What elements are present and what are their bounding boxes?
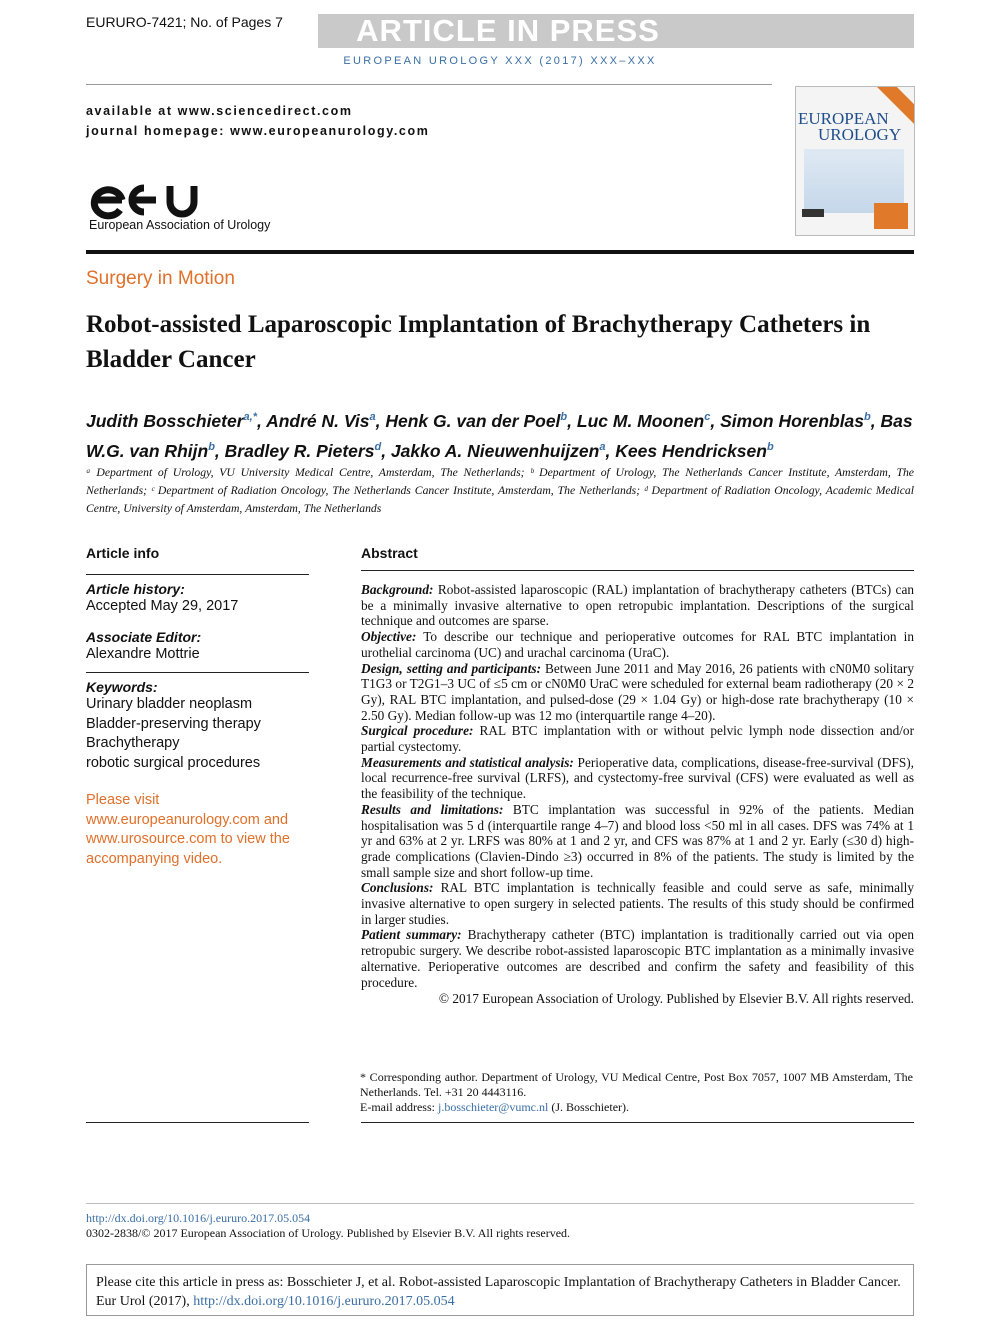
abstract-copyright: © 2017 European Association of Urology. Published by Elsevier B.V. All rights reserved. bbox=[438, 991, 914, 1007]
editor-value: Alexandre Mottrie bbox=[86, 645, 200, 662]
keyword: Bladder-preserving therapy bbox=[86, 715, 261, 732]
abstract-label: Conclusions: bbox=[361, 880, 434, 896]
header-divider bbox=[86, 84, 772, 85]
abstract-text: Between June 2011 and May 2016, 26 patients with cN0M0 solitary T1G3 or T2G1–3 UC of ≤5 cm or cN0M0 UraC were scheduled for external beam radiotherapy (20 × 2 Gy), RAL BTC implantation, and pulsed-dose (29 × 1.04 Gy) or high-dose rate brachytherapy (10 × 2.50 Gy). Median follow-up was 12 mo (interquartile range 4–20). bbox=[361, 660, 914, 723]
author-affiliation-marker[interactable]: b bbox=[208, 440, 215, 453]
author-name: Kees Hendricksen bbox=[615, 440, 767, 461]
abstract-label: Patient summary: bbox=[361, 927, 462, 943]
cover-title-urology: UROLOGY bbox=[818, 125, 902, 144]
keyword: Urinary bladder neoplasm bbox=[86, 696, 253, 712]
author-name: Henk G. van der Poel bbox=[385, 410, 561, 431]
abstract-section-conclusions bbox=[361, 880, 914, 927]
abstract-section-objective bbox=[361, 629, 914, 660]
divider bbox=[361, 1122, 914, 1123]
author-affiliation-marker[interactable]: c bbox=[704, 411, 711, 423]
abstract-divider bbox=[361, 570, 914, 571]
author-name: Luc M. Moonen bbox=[576, 410, 705, 431]
abstract-text: Brachytherapy catheter (BTC) implantation is traditionally carried out via open retropubic surgery. We describe robot-assisted laparoscopic BTC implantation as a minimally invasive alternative. Perioperative outcomes are described and confirm the safety and feasibility of this procedure. bbox=[361, 927, 914, 990]
author-name: Bradley R. Pieters bbox=[224, 440, 375, 461]
author-separator: , bbox=[710, 410, 721, 431]
video-link[interactable]: Please visit www.europeanurology.com and www.urosource.com to view the accompanying video. bbox=[86, 792, 290, 867]
abstract-section-background bbox=[361, 582, 914, 629]
editor-label: Associate Editor: bbox=[86, 628, 202, 645]
abstract-text: Perioperative data, complications, disease-free-survival (DFS), local recurrence-free survival (LRFS), and cystectomy-free survival (CFS) were evaluated as well as the feasibility of the technique. bbox=[361, 754, 914, 802]
abstract-heading: Abstract bbox=[361, 545, 418, 561]
author-separator: , bbox=[605, 440, 616, 461]
journal-issue-line: EUROPEAN UROLOGY XXX (2017) XXX–XXX bbox=[343, 55, 657, 67]
author-separator: , bbox=[375, 410, 386, 431]
author-name: Judith Bosschieter bbox=[86, 410, 244, 431]
author-separator: , bbox=[870, 410, 881, 431]
email-label: E-mail address: bbox=[360, 1100, 435, 1114]
author-separator: , bbox=[214, 440, 225, 461]
manuscript-id: EURURO-7421; No. of Pages 7 bbox=[86, 14, 283, 30]
abstract-text: To describe our technique and perioperative outcomes for RAL BTC implantation in urothelial carcinoma (UC) and urachal carcinoma (UraC). bbox=[361, 629, 914, 660]
journal-cover-image[interactable] bbox=[795, 86, 915, 236]
abstract-label: Measurements and statistical analysis: bbox=[361, 754, 574, 770]
author-affiliation-marker[interactable]: b bbox=[766, 440, 774, 453]
abstract-body bbox=[361, 582, 914, 1007]
keyword: robotic surgical procedures bbox=[86, 754, 261, 771]
cover-badge bbox=[874, 203, 908, 229]
history-label: Article history: bbox=[86, 581, 185, 597]
author-affiliation-marker[interactable]: b bbox=[560, 411, 568, 423]
divider bbox=[86, 1122, 309, 1123]
email-suffix: (J. Bosschieter). bbox=[551, 1100, 630, 1114]
abstract-section-measurements bbox=[361, 755, 914, 802]
author-separator: , bbox=[257, 410, 267, 431]
journal-homepage-link[interactable]: journal homepage: www.europeanurology.com bbox=[86, 124, 430, 138]
author-list bbox=[86, 404, 914, 464]
citation-text bbox=[96, 1273, 906, 1311]
divider bbox=[86, 1203, 914, 1204]
author-separator: , bbox=[567, 410, 577, 431]
corresponding-author-text: * Corresponding author. Department of Urology, VU Medical Centre, Post Box 7057, 1007 MB Amsterdam, The Netherlands. Tel. +31 20 4443116. bbox=[360, 1070, 913, 1099]
abstract-label: Results and limitations: bbox=[361, 801, 504, 817]
author-name: Simon Horenblas bbox=[720, 410, 865, 431]
available-at-link[interactable]: available at www.sciencedirect.com bbox=[86, 104, 353, 118]
article-in-press-label: ARTICLE IN PRESS bbox=[356, 13, 660, 48]
keywords-list bbox=[86, 695, 309, 773]
author-affiliation-marker[interactable]: a,* bbox=[243, 411, 258, 423]
issn-copyright: 0302-2838/© 2017 European Association of Urology. Published by Elsevier B.V. All rights reserved. bbox=[86, 1226, 571, 1240]
article-title: Robot-assisted Laparoscopic Implantation of Brachytherapy Catheters in Bladder Cancer bbox=[86, 311, 871, 373]
keywords-label: Keywords: bbox=[86, 679, 158, 695]
divider bbox=[86, 574, 309, 575]
doi-link[interactable]: http://dx.doi.org/10.1016/j.eururo.2017.05.054 bbox=[86, 1211, 311, 1225]
title-divider bbox=[86, 250, 914, 254]
abstract-label: Surgical procedure: bbox=[361, 723, 474, 739]
author-affiliation-marker[interactable]: a bbox=[369, 411, 376, 423]
abstract-section-results bbox=[361, 802, 914, 881]
history-value: Accepted May 29, 2017 bbox=[86, 598, 239, 614]
abstract-section-design bbox=[361, 661, 914, 724]
author-name: Jakko A. Nieuwenhuijzen bbox=[390, 440, 600, 461]
corresponding-author bbox=[360, 1070, 913, 1115]
cover-title-european: EUROPEAN bbox=[798, 109, 889, 128]
author-separator: , bbox=[381, 440, 391, 461]
author-affiliation-marker[interactable]: a bbox=[599, 440, 606, 453]
email-link[interactable]: j.bosschieter@vumc.nl bbox=[437, 1100, 549, 1114]
author-affiliation-marker[interactable]: d bbox=[374, 440, 382, 453]
cover-eau-logo-icon bbox=[802, 209, 824, 217]
eau-logo-text: European Association of Urology bbox=[89, 218, 271, 232]
abstract-section-patient-summary bbox=[361, 927, 914, 990]
abstract-label: Design, setting and participants: bbox=[361, 660, 541, 676]
author-name: André N. Vis bbox=[266, 410, 370, 431]
article-info-heading: Article info bbox=[86, 545, 160, 561]
abstract-section-procedure bbox=[361, 723, 914, 754]
author-affiliation-marker[interactable]: b bbox=[864, 411, 871, 423]
article-info-column bbox=[86, 545, 309, 869]
abstract-text: RAL BTC implantation with or without pelvic lymph node dissection and/or partial cystectomy. bbox=[361, 723, 915, 755]
abstract-text: Robot-assisted laparoscopic (RAL) implantation of brachytherapy catheters (BTCs) can be a minimally invasive alternative to open retropubic implantation. Descriptions of the surgical technique and outcomes are sparse. bbox=[361, 582, 914, 629]
section-label: Surgery in Motion bbox=[86, 268, 235, 289]
divider bbox=[86, 672, 309, 673]
abstract-text: RAL BTC implantation is technically feasible and could serve as safe, minimally invasive alternative to open surgery in selected patients. The results of this study should be confirmed in larger studies. bbox=[361, 880, 915, 927]
citation-prefix: Please cite this article in press as: Bosschieter J, et al. Robot-assisted Laparoscopic Implantation of Brachytherapy Catheters in Bladder Cancer. Eur Urol (2017), bbox=[96, 1275, 901, 1309]
author-name: Bas W.G. van Rhijn bbox=[86, 410, 913, 461]
affiliations: ᵃ Department of Urology, VU University Medical Centre, Amsterdam, The Netherlands; ᵇ Department of Urology, The Netherlands Cancer Institute, Amsterdam, The Netherlands; ᶜ Department of Radiation Oncology, The Netherlands Cancer Institute, Amsterdam, The Netherlands; ᵈ Department of Radiation Oncology, Academic Medical Centre, University of Amsterdam, Amsterdam, The Netherlands bbox=[86, 466, 914, 515]
abstract-label: Background: bbox=[361, 582, 434, 597]
citation-doi-link[interactable]: http://dx.doi.org/10.1016/j.eururo.2017.05.054 bbox=[193, 1294, 455, 1309]
abstract-text: BTC implantation was successful in 92% of the patients. Median hospitalisation was 5 d (interquartile range 4–7) and blood loss <50 ml in all cases. DFS was 74% at 1 yr and 63% at 2 yr. LRFS was 80% at 1 and 2 yr, and CFS was 87% at 1 and 2 yr. Early (≤30 d) high-grade complications (Clavien-Dindo ≥3) occurred in 8% of the patients. The study is limited by the small sample size and short follow-up time. bbox=[361, 801, 914, 880]
keyword: Brachytherapy bbox=[86, 735, 180, 751]
abstract-label: Objective: bbox=[361, 629, 417, 645]
